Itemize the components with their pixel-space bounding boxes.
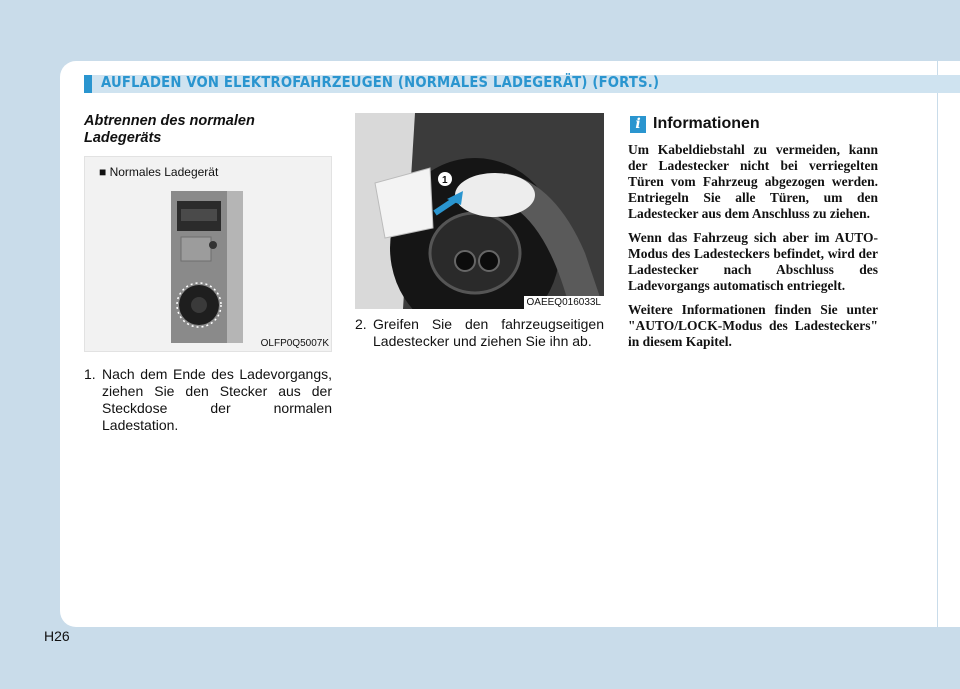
charger-illustration: [85, 157, 331, 351]
callout-number: 1: [442, 175, 448, 186]
step-1: [84, 366, 332, 434]
charger-figure-label: ■ Normales Ladegerät: [99, 165, 219, 179]
page-number: H26: [44, 628, 70, 644]
info-icon: i: [630, 116, 646, 133]
info-title: Informationen: [653, 115, 760, 132]
info-paragraph-2: Wenn das Fahrzeug sich aber im AUTO-Modus des Ladesteckers befindet, wird der Ladestecker nach Abschluss des Ladevorgangs automatisch entriegelt.: [628, 230, 878, 293]
charging-port-photo-code: OAEEQ016033L: [524, 296, 605, 309]
info-paragraph-1: Um Kabeldiebstahl zu vermeiden, kann der Ladestecker nicht bei verriegelten Türen vom Fahrzeug abgezogen werden. Entriegeln Sie alle Türen, um den Ladestecker aus dem Anschluss zu ziehen.: [628, 142, 878, 221]
right-margin-rule: [937, 61, 938, 627]
subheading: Abtrennen des normalen Ladegeräts: [84, 113, 255, 146]
step-1-number: 1.: [84, 366, 96, 382]
charger-figure: [84, 156, 332, 352]
step-1-text: Nach dem Ende des Ladevorgangs, ziehen Sie den Stecker aus der Steckdose der normalen Ladestation.: [102, 366, 332, 433]
info-body: [628, 142, 878, 358]
step-2-number: 2.: [355, 316, 367, 332]
section-header-title: AUFLADEN VON ELEKTROFAHRZEUGEN (NORMALES LADEGERÄT) (FORTS.): [101, 73, 660, 91]
charger-figure-code: OLFP0Q5007K: [260, 338, 329, 349]
charging-port-photo: [355, 113, 604, 309]
info-paragraph-3: Weitere Informationen finden Sie unter "AUTO/LOCK-Modus des Ladesteckers" in diesem Kapitel.: [628, 302, 878, 349]
section-header-accent: [84, 75, 92, 93]
charging-port-illustration: [355, 113, 604, 309]
step-2-text: Greifen Sie den fahrzeugseitigen Ladestecker und ziehen Sie ihn ab.: [373, 316, 604, 349]
step-2: [355, 316, 604, 350]
